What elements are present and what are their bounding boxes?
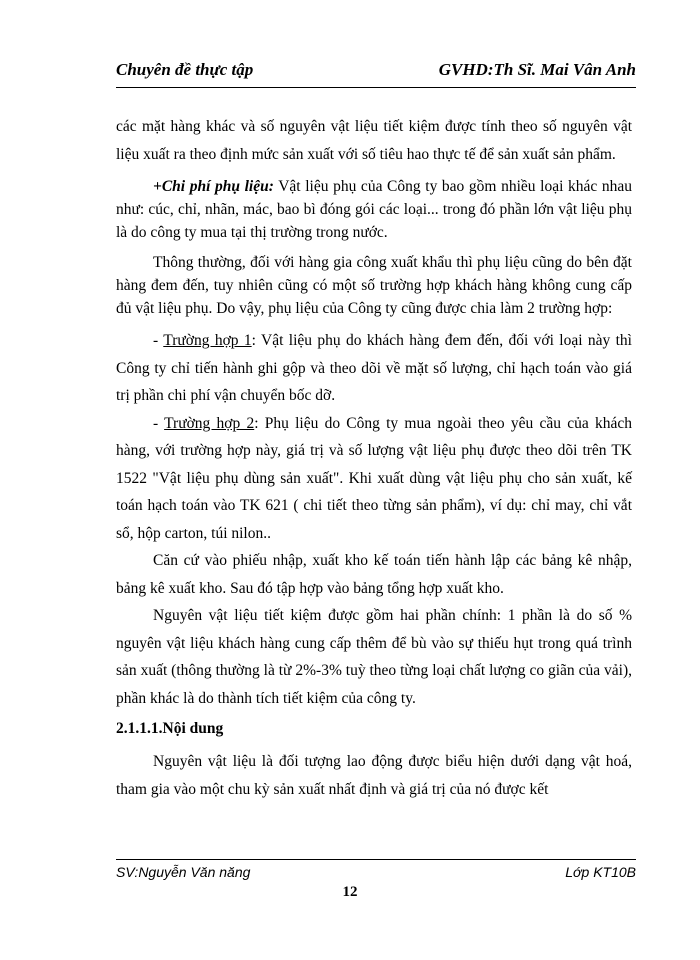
paragraph-2-lead: +Chi phí phụ liệu:: [153, 178, 274, 195]
document-body: [116, 113, 632, 803]
paragraph-1: các mặt hàng khác và số nguyên vật liệu tiết kiệm được tính theo số nguyên vật liệu xuất ra theo định mức sản xuất với số tiêu hao thực tế để sản xuất sản phẩm.: [116, 118, 632, 163]
case-2-text: : Phụ liệu do Công ty mua ngoài theo yêu cầu của khách hàng, với trường hợp này, giá trị và số lượng vật liệu phụ được theo dõi trên TK 1522 "Vật liệu phụ dùng sản xuất". Khi xuất dùng vật liệu phụ cho sản xuất, kế toán hạch toán vào TK 621 ( chi tiết theo từng sản phẩm), ví dụ: chỉ may, chỉ vắt sổ, hộp carton, túi nilon..: [116, 414, 632, 542]
header-course-title: Chuyên đề thực tập: [116, 60, 254, 79]
footer-student: SV:Nguyễn Văn năng: [116, 864, 251, 880]
footer-divider: [116, 859, 636, 860]
paragraph-6: Căn cứ vào phiếu nhập, xuất kho kế toán tiến hành lập các bảng kê nhập, bảng kê xuất kho. Sau đó tập hợp vào bảng tổng hợp xuất kho.: [116, 552, 632, 597]
case-1-label: Trường hợp 1: [163, 332, 252, 349]
case-1-text: : Vật liệu phụ do khách hàng đem đến, đối với loại này thì Công ty chỉ tiến hành ghi gộp và theo dõi về mặt số lượng, chỉ hạch toán vào giá trị phần chi phí vận chuyển bốc dỡ.: [116, 332, 632, 404]
footer-class: Lớp KT10B: [565, 864, 636, 880]
section-heading: 2.1.1.1.Nội dung: [116, 720, 224, 737]
paragraph-3: Thông thường, đối với hàng gia công xuất khẩu thì phụ liệu cũng do bên đặt hàng đem đến, tuy nhiên cũng có một số trường hợp khách hàng không cung cấp đủ vật liệu phụ. Do vậy, phụ liệu của Công ty cũng được chia làm 2 trường hợp:: [116, 254, 632, 317]
paragraph-case-1: [116, 327, 632, 410]
page-header: [116, 60, 636, 86]
paragraph-7: Nguyên vật liệu tiết kiệm được gồm hai phần chính: 1 phần là do số % nguyên vật liệu khách hàng cung cấp thêm để bù vào sự thiếu hụt trong quá trình sản xuất (thông thường là từ 2%-3% tuỳ theo từng loại chất lượng co giãn của vải), phần khác là do thành tích tiết kiệm của công ty.: [116, 607, 632, 707]
paragraph-8: Nguyên vật liệu là đối tượng lao động được biểu hiện dưới dạng vật hoá, tham gia vào một chu kỳ sản xuất nhất định và giá trị của nó được kết: [116, 753, 632, 798]
page-footer: [116, 864, 636, 886]
case-1-dash: -: [153, 332, 164, 349]
header-supervisor: GVHD:Th Sĩ. Mai Vân Anh: [438, 60, 636, 79]
case-2-dash: -: [153, 414, 165, 432]
header-divider: [116, 87, 636, 88]
page-number: 12: [342, 884, 358, 900]
paragraph-2: [116, 175, 632, 244]
paragraph-2-text: Vật liệu phụ của Công ty bao gồm nhiều loại khác nhau như: cúc, chỉ, nhãn, mác, bao bì đóng gói các loại... trong đó phần lớn vật liệu phụ là do công ty mua tại thị trường trong nước.: [116, 178, 633, 241]
case-2-label: Trường hợp 2: [164, 414, 255, 432]
paragraph-case-2: [116, 410, 632, 548]
